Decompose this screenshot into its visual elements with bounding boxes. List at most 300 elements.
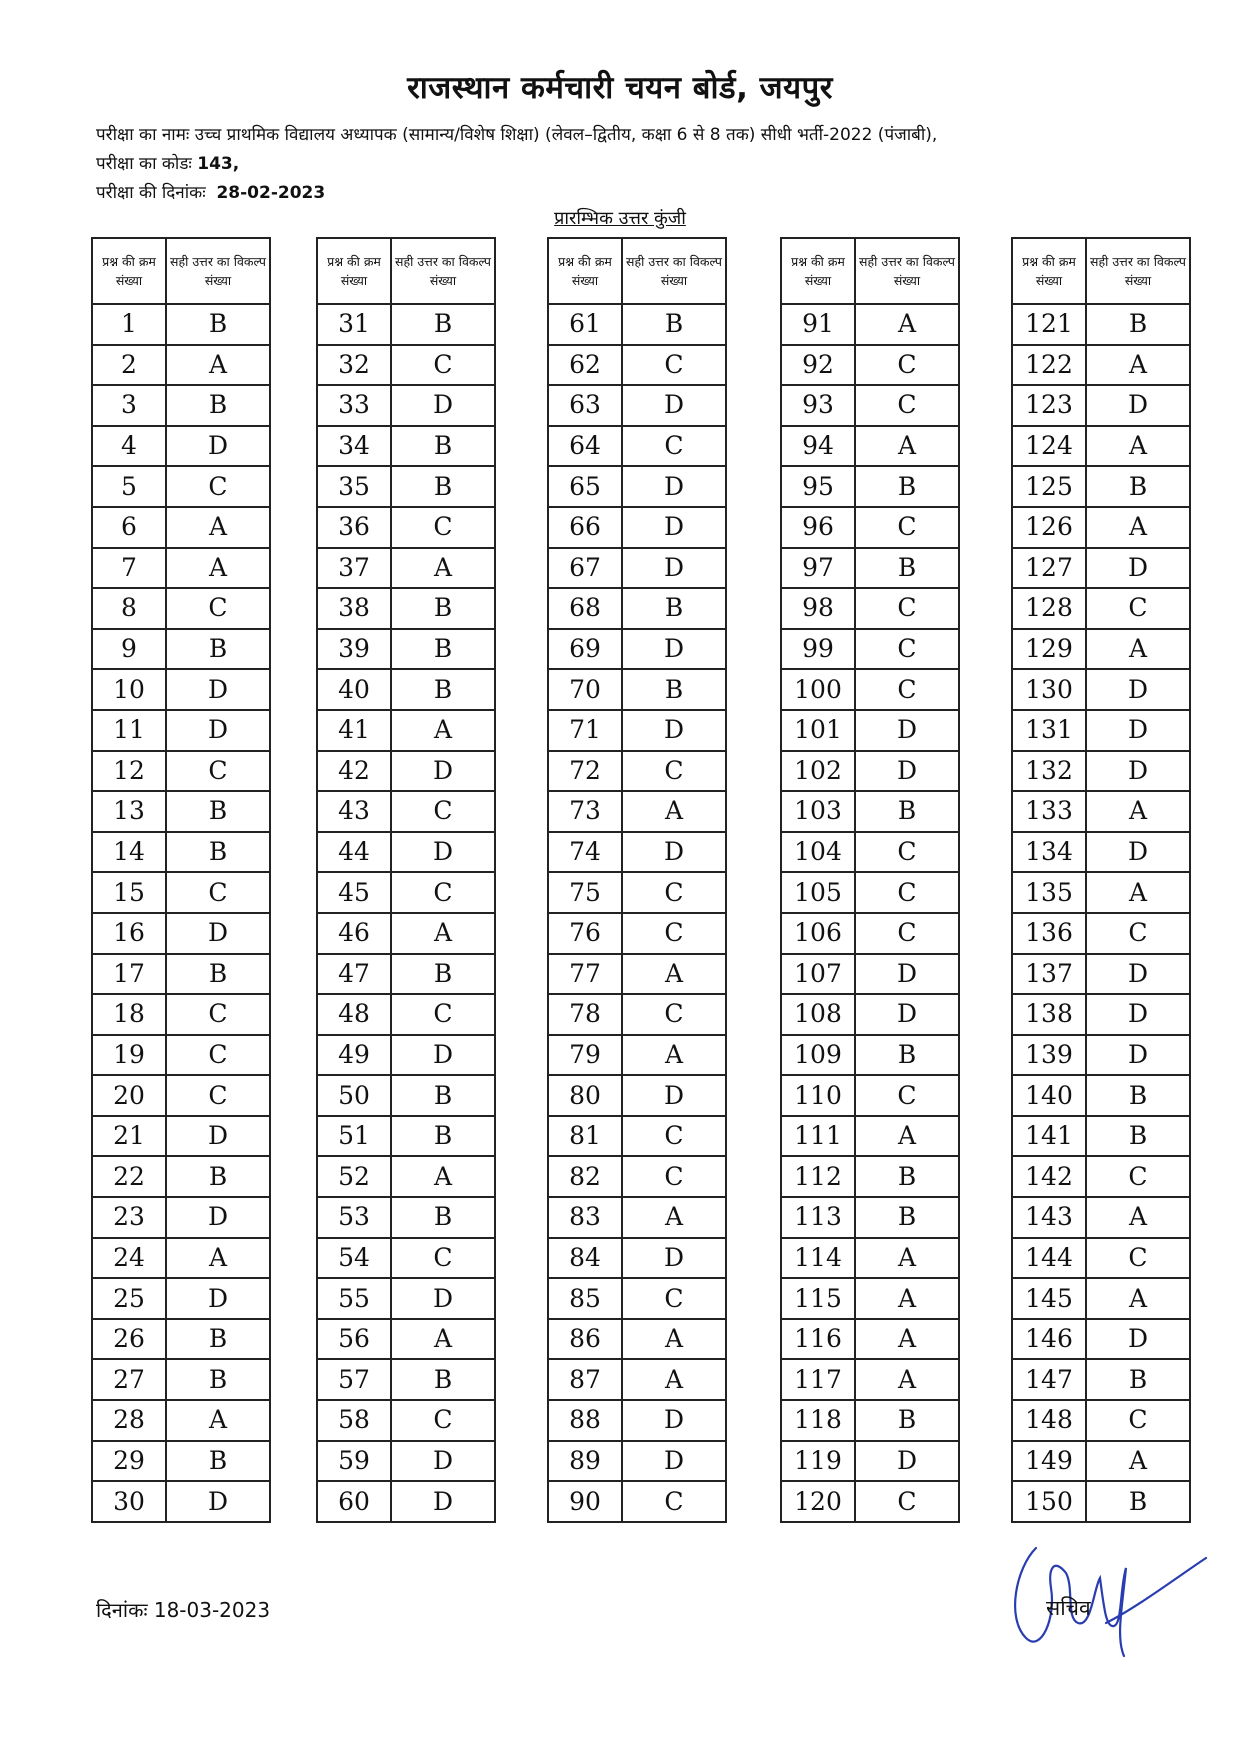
question-number: 118 (781, 1400, 855, 1441)
question-number: 27 (92, 1359, 166, 1400)
answer-option: A (1086, 791, 1190, 832)
answer-option: A (622, 954, 726, 995)
answer-option: D (166, 1278, 270, 1319)
table-row (1012, 872, 1190, 913)
answer-option: B (166, 832, 270, 873)
answer-table-4 (780, 237, 960, 1523)
answer-option: A (1086, 1441, 1190, 1482)
table-row (92, 304, 270, 345)
question-number: 134 (1012, 832, 1086, 873)
question-number: 9 (92, 629, 166, 670)
answer-option: D (166, 913, 270, 954)
answer-option: C (855, 345, 959, 386)
answer-option: C (166, 1035, 270, 1076)
table-row (781, 1400, 959, 1441)
answer-option: B (391, 1197, 495, 1238)
question-number: 147 (1012, 1359, 1086, 1400)
table-row (317, 1481, 495, 1522)
question-number: 4 (92, 426, 166, 467)
question-number: 48 (317, 994, 391, 1035)
answer-option: D (166, 710, 270, 751)
table-row (781, 954, 959, 995)
answer-option: B (1086, 1116, 1190, 1157)
table-row (781, 1035, 959, 1076)
table-header-row (781, 238, 959, 304)
question-number: 12 (92, 751, 166, 792)
answer-option: B (855, 548, 959, 589)
question-number: 47 (317, 954, 391, 995)
table-row (548, 1319, 726, 1360)
table-row (548, 466, 726, 507)
question-number: 98 (781, 588, 855, 629)
answer-option: D (1086, 751, 1190, 792)
table-row (781, 710, 959, 751)
question-number: 22 (92, 1156, 166, 1197)
question-number: 75 (548, 872, 622, 913)
table-row (317, 710, 495, 751)
answer-option: D (622, 832, 726, 873)
table-row (1012, 548, 1190, 589)
table-row (548, 1116, 726, 1157)
signature-icon (996, 1528, 1216, 1658)
answer-option: B (1086, 1481, 1190, 1522)
question-number: 18 (92, 994, 166, 1035)
table-row (92, 385, 270, 426)
table-row (781, 345, 959, 386)
answer-option: D (1086, 710, 1190, 751)
question-number: 31 (317, 304, 391, 345)
table-row (548, 426, 726, 467)
answer-option: A (166, 1238, 270, 1279)
question-number: 120 (781, 1481, 855, 1522)
answer-option: A (1086, 507, 1190, 548)
answer-header: सही उत्तर का विकल्प संख्या (391, 238, 495, 304)
table-row (548, 548, 726, 589)
answer-option: B (622, 588, 726, 629)
table-row (1012, 507, 1190, 548)
table-row (92, 1319, 270, 1360)
question-number: 113 (781, 1197, 855, 1238)
table-row (548, 913, 726, 954)
answer-header: सही उत्तर का विकल्प संख्या (622, 238, 726, 304)
answer-option: D (166, 669, 270, 710)
question-number: 93 (781, 385, 855, 426)
question-number: 14 (92, 832, 166, 873)
question-number: 124 (1012, 426, 1086, 467)
question-number: 39 (317, 629, 391, 670)
answer-option: A (855, 1278, 959, 1319)
question-number: 123 (1012, 385, 1086, 426)
question-number: 24 (92, 1238, 166, 1279)
answer-option: D (166, 1197, 270, 1238)
table-row (1012, 669, 1190, 710)
question-number: 69 (548, 629, 622, 670)
question-number: 54 (317, 1238, 391, 1279)
question-number: 16 (92, 913, 166, 954)
question-number: 29 (92, 1441, 166, 1482)
question-no-header: प्रश्न की क्रम संख्या (92, 238, 166, 304)
answer-option: C (166, 751, 270, 792)
answer-option: D (391, 1278, 495, 1319)
answer-option: D (855, 751, 959, 792)
answer-option: D (1086, 832, 1190, 873)
table-row (781, 426, 959, 467)
table-row (1012, 345, 1190, 386)
question-number: 80 (548, 1075, 622, 1116)
answer-option: B (1086, 304, 1190, 345)
table-row (1012, 466, 1190, 507)
table-row (781, 385, 959, 426)
question-number: 56 (317, 1319, 391, 1360)
table-row (1012, 1400, 1190, 1441)
question-number: 46 (317, 913, 391, 954)
answer-option: C (1086, 1238, 1190, 1279)
answer-option: D (391, 1035, 495, 1076)
answer-option: A (391, 710, 495, 751)
table-row (317, 994, 495, 1035)
question-number: 62 (548, 345, 622, 386)
table-row (317, 1238, 495, 1279)
answer-option: A (166, 345, 270, 386)
answer-option: C (855, 507, 959, 548)
question-number: 83 (548, 1197, 622, 1238)
answer-option: B (391, 669, 495, 710)
answer-option: A (855, 1359, 959, 1400)
question-number: 25 (92, 1278, 166, 1319)
answer-option: C (855, 669, 959, 710)
question-number: 77 (548, 954, 622, 995)
answer-option: C (391, 507, 495, 548)
table-row (317, 629, 495, 670)
answer-option: C (855, 832, 959, 873)
question-number: 87 (548, 1359, 622, 1400)
table-row (317, 1400, 495, 1441)
answer-option: A (391, 548, 495, 589)
question-number: 141 (1012, 1116, 1086, 1157)
table-row (781, 1441, 959, 1482)
answer-option: A (1086, 1278, 1190, 1319)
answer-option: B (622, 304, 726, 345)
answer-option: B (1086, 1075, 1190, 1116)
question-number: 40 (317, 669, 391, 710)
question-number: 63 (548, 385, 622, 426)
table-header-row (92, 238, 270, 304)
table-row (1012, 1319, 1190, 1360)
answer-option: D (391, 1481, 495, 1522)
answer-option: A (855, 304, 959, 345)
question-number: 45 (317, 872, 391, 913)
question-number: 144 (1012, 1238, 1086, 1279)
table-row (548, 1481, 726, 1522)
table-row (548, 751, 726, 792)
table-row (781, 588, 959, 629)
question-number: 71 (548, 710, 622, 751)
table-row (317, 913, 495, 954)
exam-code-line (96, 151, 239, 174)
answer-option: D (1086, 1319, 1190, 1360)
table-row (1012, 1481, 1190, 1522)
table-row (317, 1035, 495, 1076)
table-row (548, 791, 726, 832)
issue-date-label: दिनांकः (96, 1598, 148, 1622)
table-row (317, 466, 495, 507)
question-number: 68 (548, 588, 622, 629)
question-no-header: प्रश्न की क्रम संख्या (548, 238, 622, 304)
question-number: 92 (781, 345, 855, 386)
answer-option: B (166, 954, 270, 995)
answer-option: D (1086, 385, 1190, 426)
question-number: 89 (548, 1441, 622, 1482)
table-row (548, 954, 726, 995)
question-number: 121 (1012, 304, 1086, 345)
table-row (781, 994, 959, 1035)
answer-option: A (166, 1400, 270, 1441)
question-number: 57 (317, 1359, 391, 1400)
table-row (548, 588, 726, 629)
answer-option: A (622, 1035, 726, 1076)
answer-option: A (166, 507, 270, 548)
table-header-row (317, 238, 495, 304)
answer-option: D (855, 710, 959, 751)
answer-option: C (855, 588, 959, 629)
question-number: 145 (1012, 1278, 1086, 1319)
question-number: 23 (92, 1197, 166, 1238)
issue-date: 18-03-2023 (153, 1598, 271, 1622)
table-row (92, 832, 270, 873)
table-row (317, 1319, 495, 1360)
table-row (1012, 913, 1190, 954)
answer-option: D (855, 994, 959, 1035)
question-number: 129 (1012, 629, 1086, 670)
answer-option: B (1086, 1359, 1190, 1400)
table-row (1012, 994, 1190, 1035)
answer-option: A (1086, 872, 1190, 913)
answer-option: B (166, 791, 270, 832)
answer-option: C (855, 385, 959, 426)
table-row (92, 751, 270, 792)
table-row (92, 954, 270, 995)
answer-option: B (391, 588, 495, 629)
question-number: 133 (1012, 791, 1086, 832)
question-number: 60 (317, 1481, 391, 1522)
question-number: 78 (548, 994, 622, 1035)
table-row (548, 710, 726, 751)
answer-option: A (622, 1197, 726, 1238)
answer-option: D (391, 832, 495, 873)
table-row (92, 994, 270, 1035)
question-number: 61 (548, 304, 622, 345)
question-number: 97 (781, 548, 855, 589)
question-number: 53 (317, 1197, 391, 1238)
secretary-label: सचिव (1046, 1596, 1091, 1620)
table-row (92, 1481, 270, 1522)
question-number: 3 (92, 385, 166, 426)
answer-option: D (1086, 954, 1190, 995)
table-row (92, 426, 270, 467)
question-number: 122 (1012, 345, 1086, 386)
table-row (548, 629, 726, 670)
answer-option: B (166, 304, 270, 345)
table-row (781, 1197, 959, 1238)
question-number: 85 (548, 1278, 622, 1319)
table-row (1012, 1075, 1190, 1116)
question-number: 86 (548, 1319, 622, 1360)
question-no-header: प्रश्न की क्रम संख्या (317, 238, 391, 304)
answer-option: C (855, 913, 959, 954)
question-number: 74 (548, 832, 622, 873)
exam-date-line (96, 180, 325, 203)
table-row (1012, 751, 1190, 792)
answer-option: C (622, 345, 726, 386)
answer-option: D (1086, 669, 1190, 710)
answer-option: D (622, 629, 726, 670)
table-row (92, 1156, 270, 1197)
answer-option: A (391, 913, 495, 954)
answer-option: B (166, 1359, 270, 1400)
table-row (317, 548, 495, 589)
question-number: 143 (1012, 1197, 1086, 1238)
table-row (317, 1441, 495, 1482)
table-row (92, 548, 270, 589)
question-number: 33 (317, 385, 391, 426)
table-row (548, 872, 726, 913)
table-row (781, 507, 959, 548)
answer-option: C (1086, 588, 1190, 629)
table-row (781, 832, 959, 873)
table-header-row (548, 238, 726, 304)
answer-option: A (166, 548, 270, 589)
exam-code-label: परीक्षा का कोडः (96, 154, 192, 174)
table-row (781, 466, 959, 507)
question-no-header: प्रश्न की क्रम संख्या (1012, 238, 1086, 304)
table-row (317, 832, 495, 873)
table-row (1012, 1278, 1190, 1319)
table-row (1012, 1156, 1190, 1197)
answer-table-2 (316, 237, 496, 1523)
question-number: 111 (781, 1116, 855, 1157)
table-row (548, 1359, 726, 1400)
answer-option: A (855, 1116, 959, 1157)
question-number: 135 (1012, 872, 1086, 913)
answer-option: C (855, 872, 959, 913)
table-row (317, 669, 495, 710)
table-row (548, 304, 726, 345)
question-number: 49 (317, 1035, 391, 1076)
table-row (92, 1441, 270, 1482)
question-number: 28 (92, 1400, 166, 1441)
answer-option: A (1086, 1197, 1190, 1238)
question-number: 42 (317, 751, 391, 792)
question-number: 72 (548, 751, 622, 792)
question-number: 1 (92, 304, 166, 345)
question-number: 112 (781, 1156, 855, 1197)
table-row (317, 304, 495, 345)
answer-option: C (855, 629, 959, 670)
answer-option: C (166, 466, 270, 507)
table-row (317, 588, 495, 629)
question-number: 79 (548, 1035, 622, 1076)
answer-option: D (622, 1238, 726, 1279)
question-number: 104 (781, 832, 855, 873)
question-number: 91 (781, 304, 855, 345)
table-row (548, 1156, 726, 1197)
table-row (1012, 1116, 1190, 1157)
answer-option: D (622, 1075, 726, 1116)
question-number: 105 (781, 872, 855, 913)
answer-option: C (622, 913, 726, 954)
answer-option: B (391, 629, 495, 670)
answer-table-5 (1011, 237, 1191, 1523)
table-row (317, 507, 495, 548)
table-row (1012, 791, 1190, 832)
question-number: 88 (548, 1400, 622, 1441)
table-row (317, 345, 495, 386)
question-number: 99 (781, 629, 855, 670)
question-number: 126 (1012, 507, 1086, 548)
question-number: 119 (781, 1441, 855, 1482)
answer-option: C (1086, 913, 1190, 954)
answer-option: B (1086, 466, 1190, 507)
table-row (548, 1278, 726, 1319)
question-number: 11 (92, 710, 166, 751)
answer-option: D (166, 1116, 270, 1157)
table-row (317, 1359, 495, 1400)
question-number: 125 (1012, 466, 1086, 507)
question-number: 100 (781, 669, 855, 710)
exam-code: 143, (197, 154, 240, 174)
answer-option: C (391, 1400, 495, 1441)
question-number: 136 (1012, 913, 1086, 954)
question-number: 70 (548, 669, 622, 710)
table-row (92, 1278, 270, 1319)
table-row (92, 913, 270, 954)
answer-table-3 (547, 237, 727, 1523)
answer-option: B (855, 1197, 959, 1238)
table-row (781, 751, 959, 792)
table-row (548, 1075, 726, 1116)
answer-option: A (1086, 629, 1190, 670)
question-number: 67 (548, 548, 622, 589)
question-number: 15 (92, 872, 166, 913)
exam-date-label: परीक्षा की दिनांकः (96, 183, 206, 203)
answer-option: C (391, 1238, 495, 1279)
question-number: 38 (317, 588, 391, 629)
exam-name: उच्च प्राथमिक विद्यालय अध्यापक (सामान्य/विशेष शिक्षा) (लेवल–द्वितीय, कक्षा 6 से 8 तक) सीधी भर्ती-2022 (पंजाबी), (194, 125, 938, 145)
answer-option: B (391, 466, 495, 507)
question-number: 114 (781, 1238, 855, 1279)
question-number: 26 (92, 1319, 166, 1360)
question-number: 7 (92, 548, 166, 589)
question-number: 130 (1012, 669, 1086, 710)
table-row (548, 832, 726, 873)
answer-option: A (622, 1359, 726, 1400)
question-number: 94 (781, 426, 855, 467)
table-row (317, 954, 495, 995)
table-row (781, 548, 959, 589)
answer-option: C (166, 1075, 270, 1116)
question-number: 66 (548, 507, 622, 548)
answer-option: A (391, 1319, 495, 1360)
answer-option: C (166, 872, 270, 913)
question-number: 115 (781, 1278, 855, 1319)
table-row (548, 994, 726, 1035)
table-row (92, 1400, 270, 1441)
answer-option: C (166, 994, 270, 1035)
question-number: 17 (92, 954, 166, 995)
table-row (92, 791, 270, 832)
answer-option: D (622, 710, 726, 751)
table-row (548, 669, 726, 710)
